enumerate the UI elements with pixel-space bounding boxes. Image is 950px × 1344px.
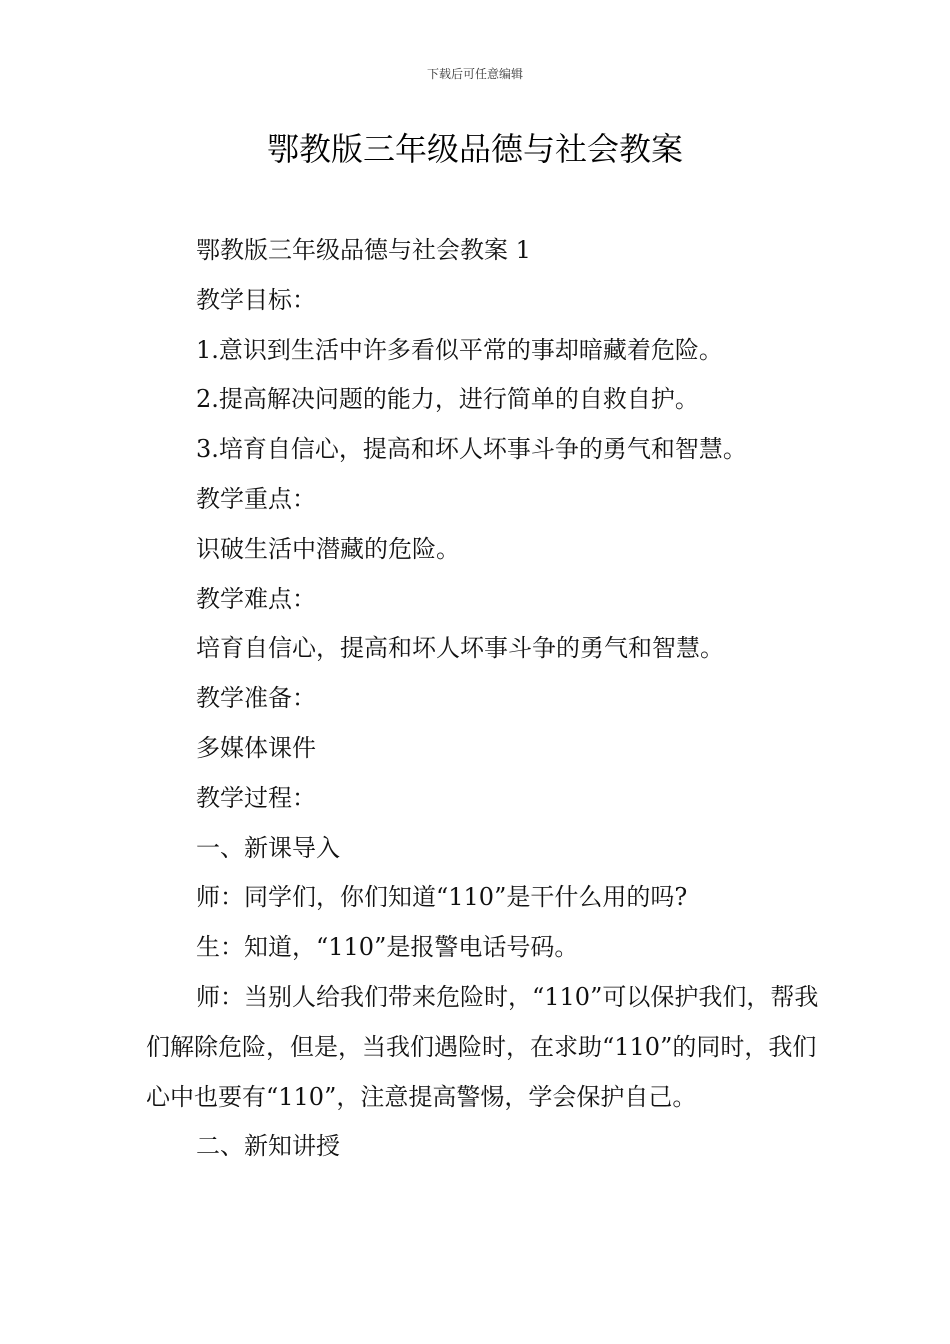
paragraph-objectives-label: 教学目标：: [196, 285, 316, 314]
paragraph-process-label: 教学过程：: [196, 783, 316, 812]
paragraph-teacher-explanation: 师：当别人给我们带来危险时，“110”可以保护我们，帮我们解除危险，但是，当我们遇险时，在求助“110”的同时，我们心中也要有“110”，注意提高警惕，学会保护自己。: [146, 982, 819, 1111]
document-body: [146, 226, 836, 1172]
header-note: 下载后可任意编辑: [426, 67, 523, 81]
paragraph-section-heading: 鄂教版三年级品德与社会教案 1: [196, 236, 531, 264]
paragraph-intro-heading: 一、新课导入: [196, 833, 340, 862]
paragraph-key-points: 识破生活中潜藏的危险。: [196, 534, 460, 563]
paragraph-student-answer: 生：知道，“110”是报警电话号码。: [196, 933, 579, 962]
paragraph-difficulties: 培育自信心，提高和坏人坏事斗争的勇气和智慧。: [196, 634, 724, 663]
paragraph-difficulties-label: 教学难点：: [196, 584, 316, 613]
document-title: 鄂教版三年级品德与社会教案: [266, 130, 683, 168]
paragraph-new-knowledge-heading: 二、新知讲授: [196, 1132, 340, 1161]
paragraph-objective-3: 3.培育自信心，提高和坏人坏事斗争的勇气和智慧。: [196, 435, 747, 464]
paragraph-objective-1: 1.意识到生活中许多看似平常的事却暗藏着危险。: [196, 335, 723, 364]
paragraph-preparation: 多媒体课件: [196, 733, 316, 762]
paragraph-key-points-label: 教学重点：: [196, 484, 316, 513]
paragraph-teacher-question: 师：同学们，你们知道“110”是干什么用的吗?: [196, 883, 688, 912]
paragraph-objective-2: 2.提高解决问题的能力，进行简单的自救自护。: [196, 385, 699, 414]
paragraph-preparation-label: 教学准备：: [196, 684, 316, 713]
